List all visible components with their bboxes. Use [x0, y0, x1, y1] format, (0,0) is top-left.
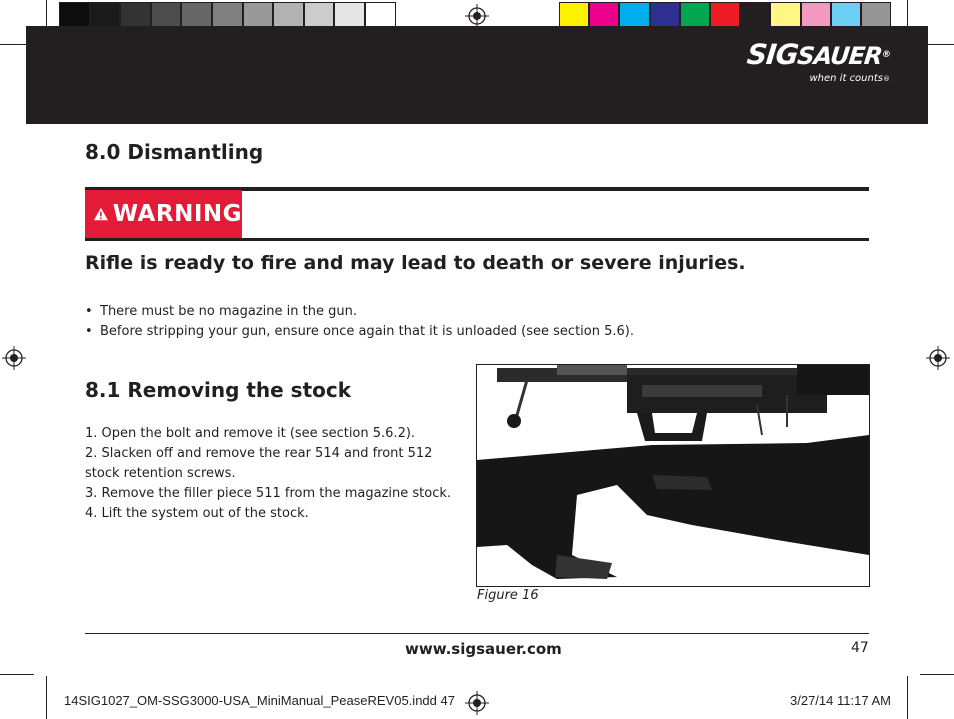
- list-item: 3. Remove the filler piece 511 from the magazine stock.: [85, 486, 451, 501]
- logo-sig: SIG: [745, 38, 800, 71]
- page-number: 47: [851, 640, 869, 656]
- sig-sauer-logo: SIGSAUER® when it counts®: [745, 38, 891, 84]
- warning-badge: [85, 190, 242, 238]
- list-item: 1. Open the bolt and remove it (see section 5.6.2).: [85, 426, 416, 441]
- registration-mark-icon: [465, 691, 489, 715]
- list-item: • Before stripping your gun, ensure once again that it is unloaded (see section 5.6).: [85, 322, 634, 342]
- crop-mark: [0, 674, 34, 675]
- warning-bullet-list: [85, 302, 634, 342]
- crop-mark: [907, 676, 908, 719]
- registration-mark-icon: [465, 4, 489, 28]
- rifle-stock-illustration: [477, 365, 869, 586]
- section-title: 8.0 Dismantling: [85, 140, 264, 164]
- slug-filename: 14SIG1027_OM-SSG3000-USA_MiniManual_PeaseREV05.indd 47: [64, 693, 455, 708]
- warning-label: WARNING: [112, 201, 242, 227]
- subsection-title: 8.1 Removing the stock: [85, 378, 352, 402]
- footer-rule: [85, 633, 869, 634]
- footer-url: www.sigsauer.com: [405, 640, 562, 658]
- list-item: 2. Slacken off and remove the rear 514 and front 512 stock retention screws.: [85, 446, 433, 481]
- figure-photo: [476, 364, 870, 587]
- warning-triangle-icon: [93, 205, 109, 223]
- registration-mark-icon: [926, 346, 950, 370]
- warning-headline: Rifle is ready to fire and may lead to death or severe injuries.: [85, 252, 746, 274]
- figure-caption: Figure 16: [477, 588, 539, 603]
- list-item: 4. Lift the system out of the stock.: [85, 506, 309, 521]
- logo-sauer: SAUER: [796, 42, 884, 70]
- steps-list: [85, 424, 455, 524]
- slug-date: 3/27/14 11:17 AM: [790, 693, 891, 708]
- registration-mark-icon: [2, 346, 26, 370]
- list-item: • There must be no magazine in the gun.: [85, 302, 634, 322]
- warning-bottom-rule: [85, 238, 869, 241]
- logo-tagline: when it counts: [809, 73, 883, 84]
- crop-mark: [46, 676, 47, 719]
- crop-mark: [920, 674, 954, 675]
